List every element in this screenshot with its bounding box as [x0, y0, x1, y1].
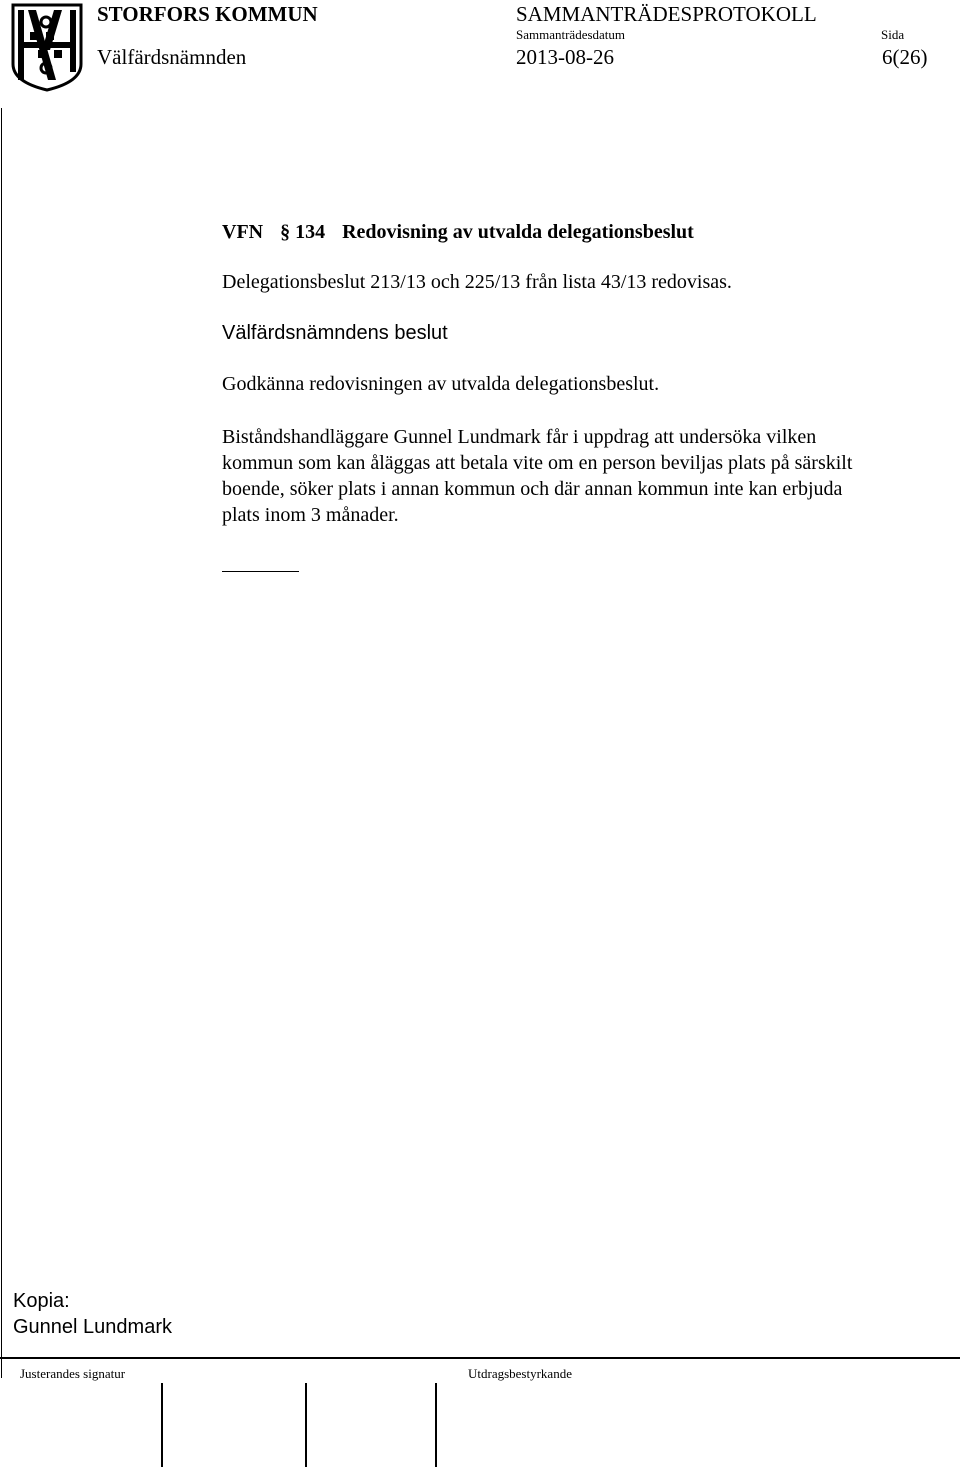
- copy-label: Kopia:: [13, 1290, 70, 1312]
- section-prefix: VFN: [222, 221, 264, 243]
- assignment-line: boende, söker plats i annan kommun och där annan kommun inte kan erbjuda: [222, 478, 843, 500]
- assignment-line: kommun som kan åläggas att betala vite om en person beviljas plats på särskilt: [222, 452, 853, 474]
- section-symbol: §: [280, 221, 291, 243]
- section-number-value: 134: [295, 221, 326, 243]
- assignment-line: Biståndshandläggare Gunnel Lundmark får i uppdrag att undersöka vilken: [222, 426, 817, 448]
- assignment-paragraph: [222, 424, 937, 528]
- page-number: 6(26): [882, 45, 928, 69]
- section-heading: [222, 221, 694, 244]
- section-end-rule: [222, 571, 299, 572]
- document-type: SAMMANTRÄDESPROTOKOLL: [516, 2, 817, 26]
- meeting-date: 2013-08-26: [516, 45, 614, 69]
- decision-text: Godkänna redovisningen av utvalda delegationsbeslut.: [222, 373, 660, 395]
- signature-box-divider: [305, 1383, 307, 1467]
- signature-label: Justerandes signatur: [20, 1366, 126, 1381]
- copy-recipient: Gunnel Lundmark: [13, 1316, 172, 1338]
- extract-label: Utdragsbestyrkande: [468, 1366, 572, 1381]
- committee-name: Välfärdsnämnden: [97, 45, 247, 69]
- page-label: Sida: [881, 27, 905, 42]
- municipal-crest-icon: [10, 2, 84, 92]
- assignment-line: plats inom 3 månader.: [222, 504, 399, 526]
- section-title: Redovisning av utvalda delegationsbeslut: [342, 221, 694, 243]
- decision-heading: Välfärdsnämndens beslut: [222, 322, 448, 344]
- signature-box-divider: [161, 1383, 163, 1467]
- organization-name: STORFORS KOMMUN: [97, 2, 318, 26]
- meeting-date-label: Sammanträdesdatum: [516, 27, 626, 42]
- left-margin-rule: [1, 108, 2, 1378]
- signature-box-divider: [435, 1383, 437, 1467]
- section-number: [280, 221, 325, 244]
- footer-rule: [0, 1357, 960, 1359]
- intro-text: Delegationsbeslut 213/13 och 225/13 från lista 43/13 redovisas.: [222, 271, 732, 293]
